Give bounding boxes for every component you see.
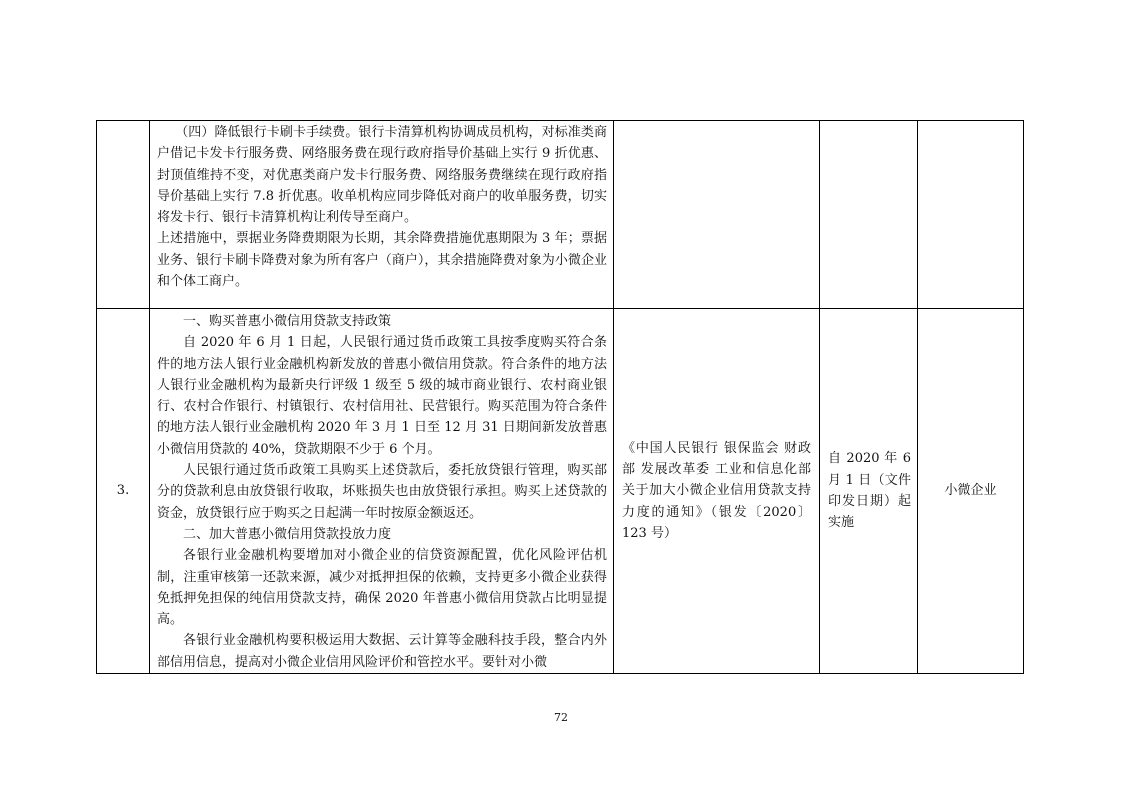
- policy-paragraph: 自 2020 年 6 月 1 日起，人民银行通过货币政策工具按季度购买符合条件的地方法人银行业金融机构新发放的普惠小微信用贷款。符合条件的地方法人银行业金融机构为最新央行评级 1 级至 5 级的城市商业银行、农村商业银行、农村合作银行、村镇银行、农村信用社、民营银行。购买范围为符合条件的地方法人银行业金融机构 2020 年 3 月 1 日至 12 月 31 日期间新发放普惠小微信用贷款的 40%，贷款期限不少于 6 个月。: [157, 335, 607, 457]
- page-number: 72: [554, 711, 568, 724]
- policy-paragraph: 各银行业金融机构要增加对小微企业的信贷资源配置，优化风险评估机制，注重审核第一还款来源，减少对抵押担保的依赖，支持更多小微企业获得免抵押免担保的纯信用贷款支持，确保 2020 年普惠小微信用贷款占比明显提高。: [157, 548, 607, 628]
- effective-date-cell: 自 2020 年 6 月 1 日（文件印发日期）起实施: [820, 309, 918, 674]
- policy-table: [96, 120, 1024, 674]
- section-heading: 一、购买普惠小微信用贷款支持政策: [183, 314, 392, 329]
- table-row: [97, 121, 1024, 309]
- document-cell: 《中国人民银行 银保监会 财政部 发展改革委 工业和信息化部关于加大小微企业信用贷款支持力度的通知》（银发〔2020〕123 号）: [614, 309, 820, 674]
- row-number-cell: 3.: [97, 309, 150, 674]
- table-row: [97, 309, 1024, 674]
- policy-content-cell: [150, 309, 614, 674]
- effective-date-cell: [820, 121, 918, 309]
- document-cell: [614, 121, 820, 309]
- row-number-cell: [97, 121, 150, 309]
- policy-content-cell: [150, 121, 614, 309]
- section-heading: 二、加大普惠小微信用贷款投放力度: [183, 526, 392, 542]
- target-cell: 小微企业: [918, 309, 1024, 674]
- policy-paragraph: 上述措施中，票据业务降费期限为长期，其余降费措施优惠期限为 3 年；票据业务、银行卡刷卡降费对象为所有客户（商户），其余措施降费对象为小微企业和个体工商户。: [157, 231, 607, 290]
- policy-paragraph: （四）降低银行卡刷卡手续费。银行卡清算机构协调成员机构，对标准类商户借记卡发卡行服务费、网络服务费在现行政府指导价基础上实行 9 折优惠、封顶值维持不变，对优惠类商户发卡行服务费、网络服务费继续在现行政府指导价基础上实行 7.8 折优惠。收单机构应同步降低对商户的收单服务费，切实将发卡行、银行卡清算机构让利传导至商户。: [157, 125, 607, 226]
- target-cell: [918, 121, 1024, 309]
- policy-paragraph: 各银行业金融机构要积极运用大数据、云计算等金融科技手段，整合内外部信用信息，提高对小微企业信用风险评价和管控水平。要针对小微: [157, 633, 607, 670]
- policy-paragraph: 人民银行通过货币政策工具购买上述贷款后，委托放贷银行管理，购买部分的贷款利息由放贷银行收取，坏账损失也由放贷银行承担。购买上述贷款的资金，放贷银行应于购买之日起满一年时按原金额返还。: [157, 463, 607, 521]
